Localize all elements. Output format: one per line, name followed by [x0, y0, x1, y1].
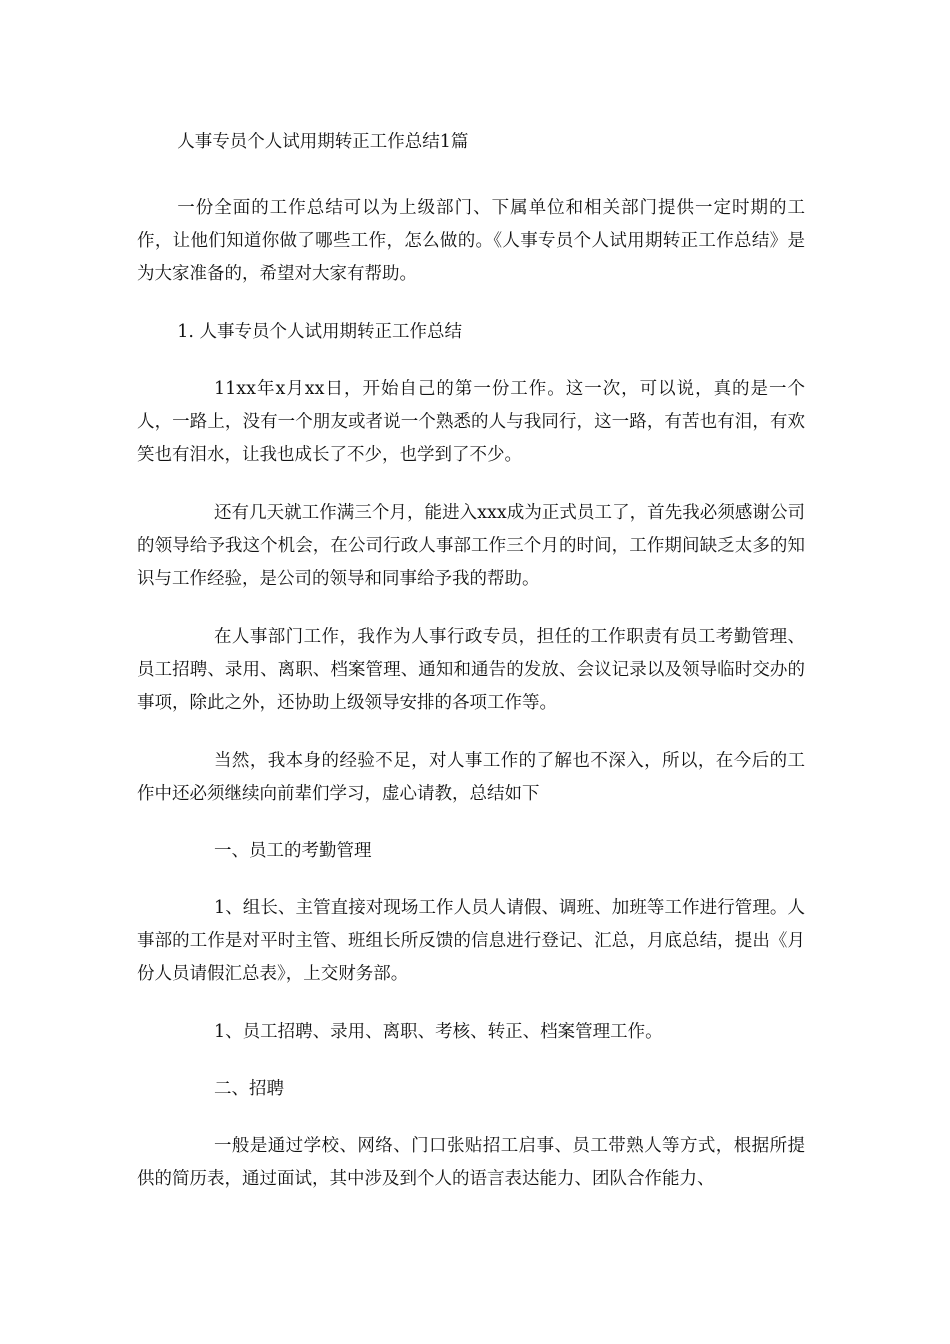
- paragraph-5: 1、组长、主管直接对现场工作人员人请假、调班、加班等工作进行管理。人事部的工作是对平时主管、班组长所反馈的信息进行登记、汇总，月底总结，提出《月份人员请假汇总表》，上交财务部。: [137, 898, 805, 984]
- heading-recruitment: 二、招聘: [214, 1079, 284, 1099]
- paragraph-7: 一般是通过学校、网络、门口张贴招工启事、员工带熟人等方式，根据所提供的简历表，通过面试，其中涉及到个人的语言表达能力、团队合作能力、: [137, 1136, 805, 1189]
- paragraph-2: 还有几天就工作满三个月，能进入xxx成为正式员工了，首先我必须感谢公司的领导给予我这个机会，在公司行政人事部工作三个月的时间，工作期间缺乏太多的知识与工作经验，是公司的领导和同事给予我的帮助。: [137, 503, 805, 589]
- document-title: 人事专员个人试用期转正工作总结1篇: [177, 132, 469, 152]
- paragraph-4: 当然，我本身的经验不足，对人事工作的了解也不深入，所以，在今后的工作中还必须继续向前辈们学习，虚心请教，总结如下: [137, 751, 805, 804]
- paragraph-3: 在人事部门工作，我作为人事行政专员，担任的工作职责有员工考勤管理、员工招聘、录用、离职、档案管理、通知和通告的发放、会议记录以及领导临时交办的事项，除此之外，还协助上级领导安排的各项工作等。: [137, 627, 805, 713]
- heading-attendance: 一、员工的考勤管理: [214, 841, 372, 861]
- paragraph-6: 1、员工招聘、录用、离职、考核、转正、档案管理工作。: [214, 1022, 663, 1042]
- document-body: [137, 126, 805, 1196]
- intro-paragraph: 一份全面的工作总结可以为上级部门、下属单位和相关部门提供一定时期的工作，让他们知道你做了哪些工作，怎么做的。《人事专员个人试用期转正工作总结》是为大家准备的，希望对大家有帮助。: [137, 198, 805, 284]
- paragraph-1: 11xx年x月xx日，开始自己的第一份工作。这一次，可以说，真的是一个人，一路上，没有一个朋友或者说一个熟悉的人与我同行，这一路，有苦也有泪，有欢笑也有泪水，让我也成长了不少，也学到了不少。: [137, 379, 805, 465]
- section-heading-1: 1. 人事专员个人试用期转正工作总结: [177, 322, 463, 342]
